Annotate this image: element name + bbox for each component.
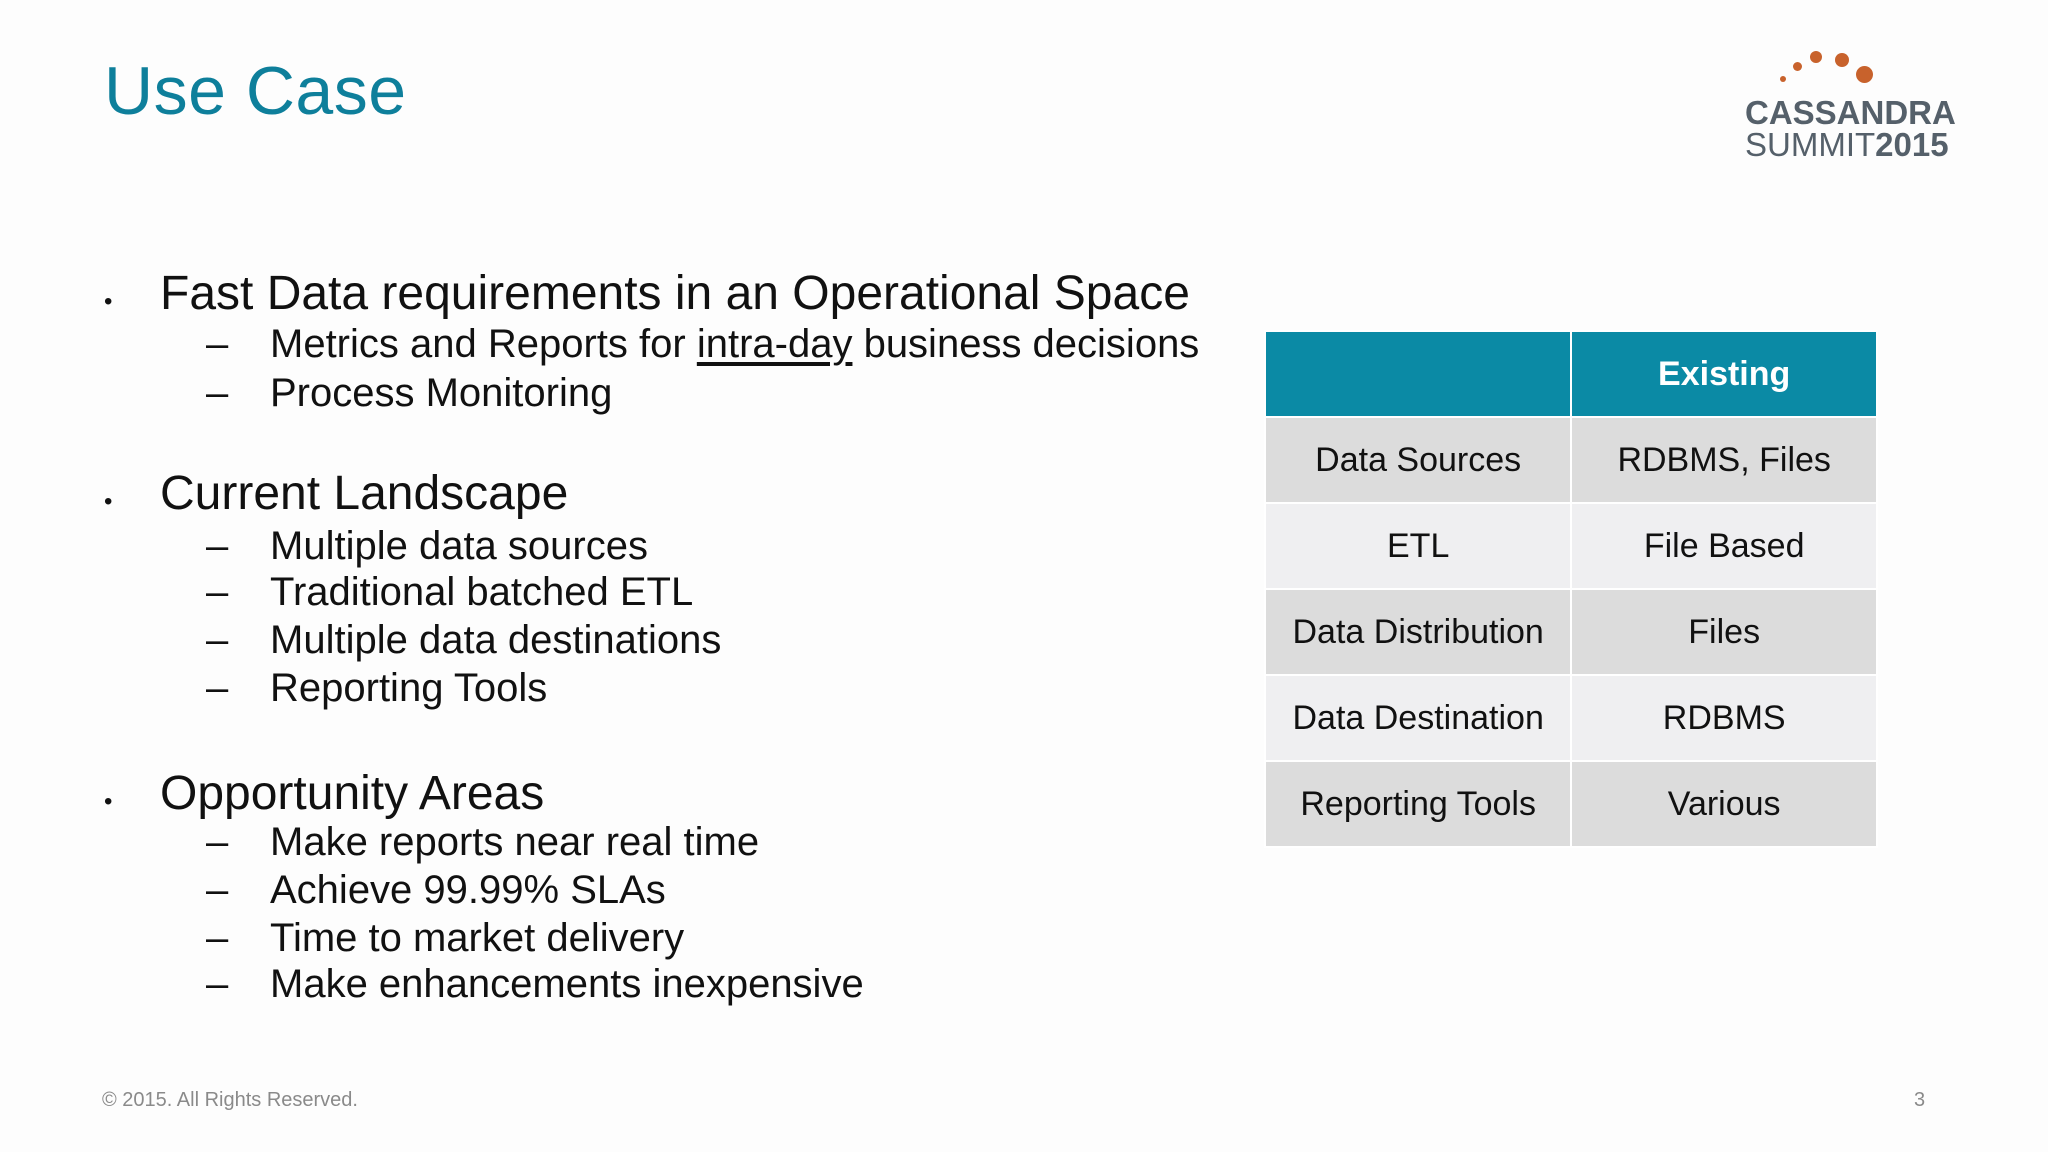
- sub-bullet-mark: –: [206, 371, 229, 415]
- sub-bullet-mark: –: [206, 524, 229, 568]
- sub-bullet-mark: –: [206, 916, 229, 960]
- bullet-text: Opportunity Areas: [160, 767, 545, 820]
- page-number: 3: [1914, 1089, 1926, 1111]
- table-row: [1265, 761, 1877, 847]
- bullet-mark: •: [104, 788, 113, 815]
- logo-dot-icon: [1780, 76, 1786, 82]
- table-cell: Various: [1571, 761, 1877, 847]
- table-row: [1265, 589, 1877, 675]
- table-cell: File Based: [1571, 503, 1877, 589]
- sub-bullet-mark: –: [206, 962, 229, 1006]
- sub-bullet-mark: –: [206, 820, 229, 864]
- sub-bullet-text: Time to market delivery: [270, 916, 685, 960]
- sub-bullet-text-post: business decisions: [852, 322, 1200, 366]
- sub-bullet-mark: –: [206, 322, 229, 366]
- sub-bullet-mark: –: [206, 868, 229, 912]
- sub-bullet-text: [270, 322, 1199, 367]
- table-cell: Data Sources: [1265, 417, 1571, 503]
- sub-bullet-text: Make reports near real time: [270, 820, 760, 864]
- bullet-text: Current Landscape: [160, 467, 569, 520]
- table-cell: RDBMS, Files: [1571, 417, 1877, 503]
- logo-line-1: CASSANDRA: [1745, 94, 1956, 131]
- cassandra-summit-logo: [1740, 48, 1960, 168]
- logo-summit: SUMMIT: [1745, 126, 1876, 163]
- table-row: [1265, 503, 1877, 589]
- sub-bullet-text: Achieve 99.99% SLAs: [270, 868, 666, 912]
- table-cell: Files: [1571, 589, 1877, 675]
- logo-dot-icon: [1810, 51, 1822, 63]
- logo-dot-icon: [1793, 62, 1802, 71]
- comparison-table: [1264, 330, 1878, 848]
- sub-bullet-mark: –: [206, 666, 229, 710]
- sub-bullet-text: Multiple data sources: [270, 524, 648, 568]
- logo-line-2: [1745, 128, 1949, 162]
- logo-dot-icon: [1856, 66, 1873, 83]
- table-header-row: [1265, 331, 1877, 417]
- sub-bullet-mark: –: [206, 618, 229, 662]
- table-row: [1265, 675, 1877, 761]
- table-cell: ETL: [1265, 503, 1571, 589]
- sub-bullet-text-pre: Metrics and Reports for: [270, 322, 697, 366]
- table-cell: Data Distribution: [1265, 589, 1571, 675]
- sub-bullet-mark: –: [206, 570, 229, 614]
- table-header-cell: Existing: [1571, 331, 1877, 417]
- logo-dot-icon: [1835, 53, 1849, 67]
- sub-bullet-underlined: intra-day: [696, 322, 853, 366]
- table-cell: RDBMS: [1571, 675, 1877, 761]
- table-header-cell: [1265, 331, 1571, 417]
- bullet-mark: •: [104, 488, 113, 515]
- sub-bullet-text: Make enhancements inexpensive: [270, 962, 864, 1006]
- slide-title: Use Case: [104, 53, 407, 129]
- sub-bullet-text: Process Monitoring: [270, 371, 613, 415]
- table-cell: Reporting Tools: [1265, 761, 1571, 847]
- table-row: [1265, 417, 1877, 503]
- sub-bullet-text: Multiple data destinations: [270, 618, 722, 662]
- bullet-mark: •: [104, 288, 113, 315]
- sub-bullet-text: Traditional batched ETL: [270, 570, 694, 614]
- bullet-text: Fast Data requirements in an Operational Space: [160, 267, 1190, 320]
- logo-year: 2015: [1875, 126, 1949, 163]
- copyright-footer: © 2015. All Rights Reserved.: [102, 1089, 358, 1111]
- sub-bullet-text: Reporting Tools: [270, 666, 548, 710]
- table-cell: Data Destination: [1265, 675, 1571, 761]
